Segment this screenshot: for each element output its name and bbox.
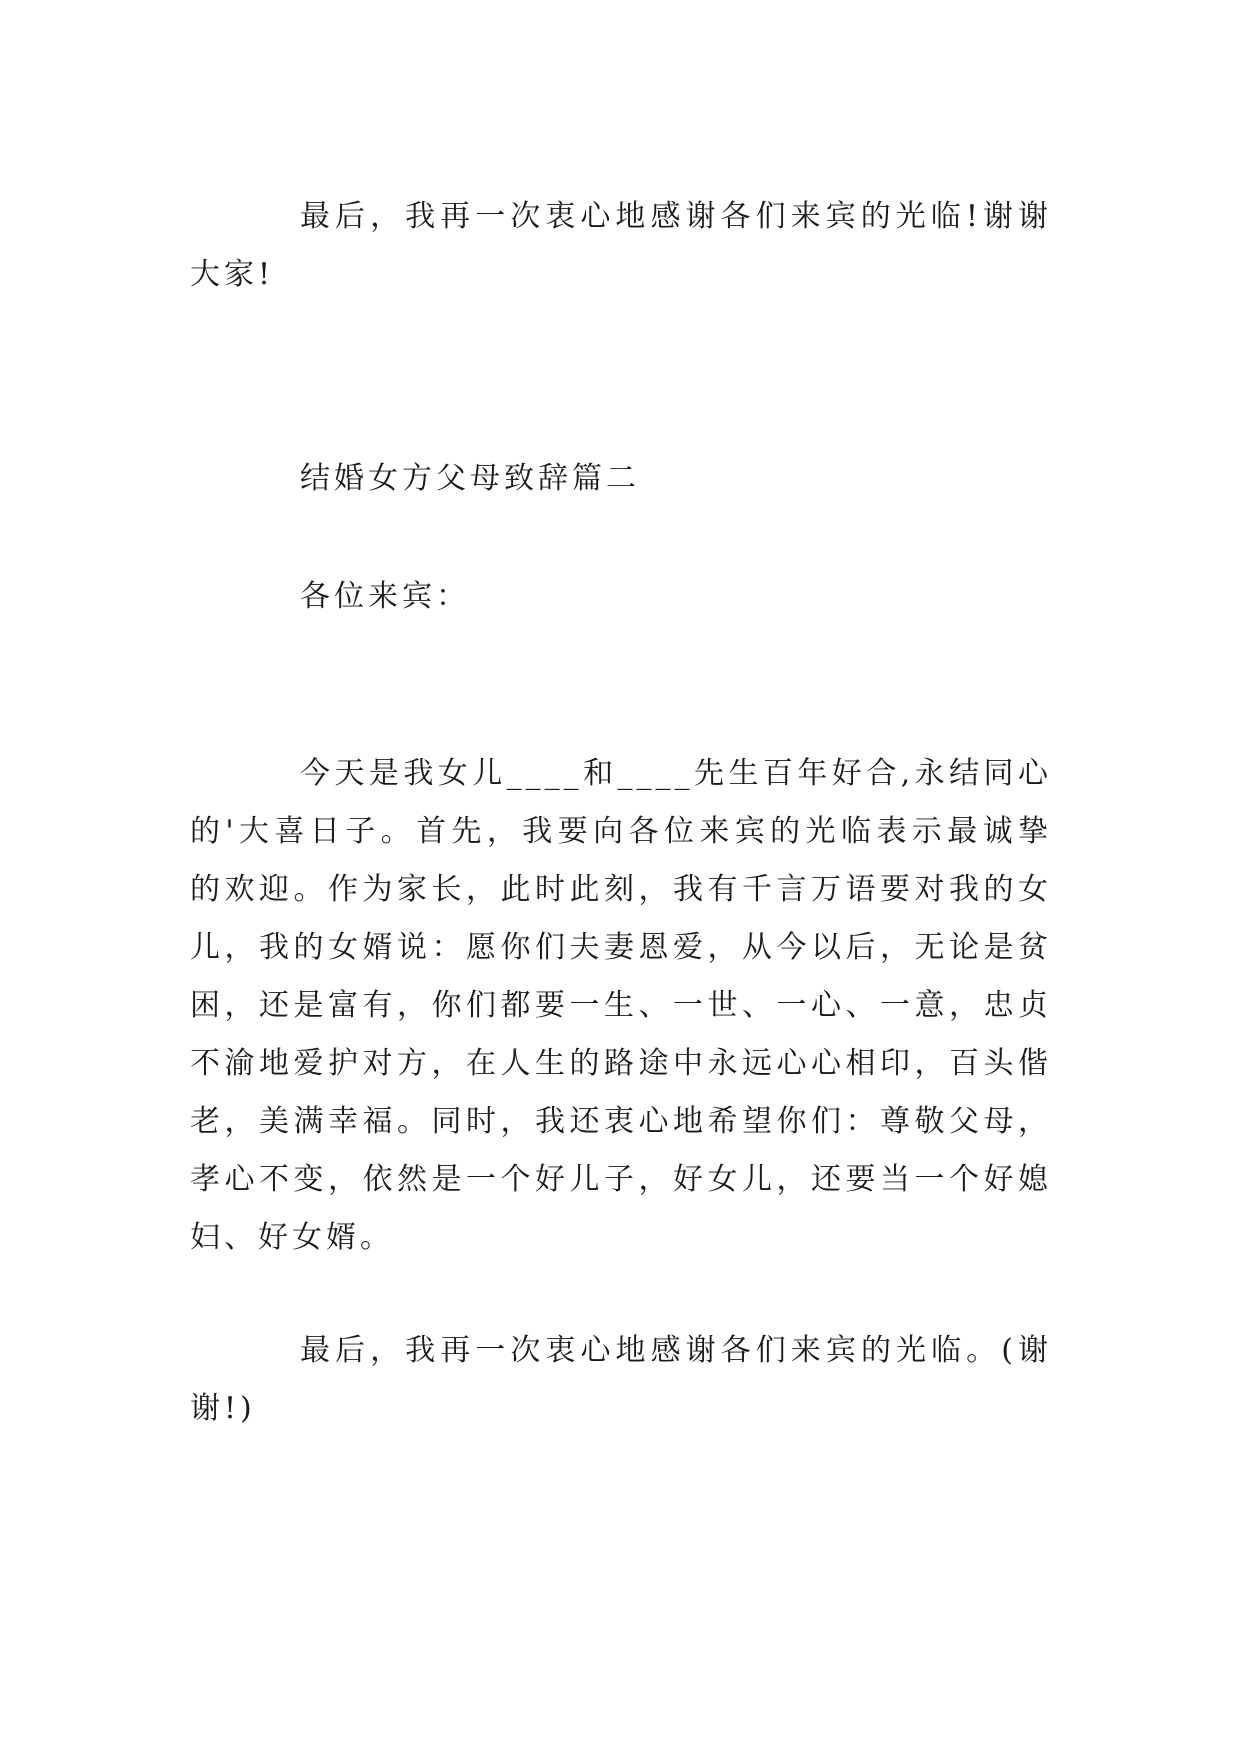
salutation: 各位来宾： <box>300 579 470 614</box>
closing-paragraph-1: 最后，我再一次衷心地感谢各们来宾的光临!谢谢大家! <box>190 199 1052 292</box>
closing-paragraph-2: 最后，我再一次衷心地感谢各们来宾的光临。(谢谢!) <box>190 1333 1052 1426</box>
speech-body-paragraph: 今天是我女儿____和____先生百年好合,永结同心的'大喜日子。首先，我要向各位来宾的光临表示最诚挚的欢迎。作为家长，此时此刻，我有千言万语要对我的女儿，我的女婿说：愿你们夫妻恩爱，从今以后，无论是贫困，还是富有，你们都要一生、一世、一心、一意，忠贞不渝地爱护对方，在人生的路途中永远心心相印，百头偕老，美满幸福。同时，我还衷心地希望你们：尊敬父母，孝心不变，依然是一个好儿子，好女儿，还要当一个好媳妇、好女婿。 <box>190 756 1052 1255</box>
section-heading: 结婚女方父母致辞篇二 <box>300 461 640 496</box>
